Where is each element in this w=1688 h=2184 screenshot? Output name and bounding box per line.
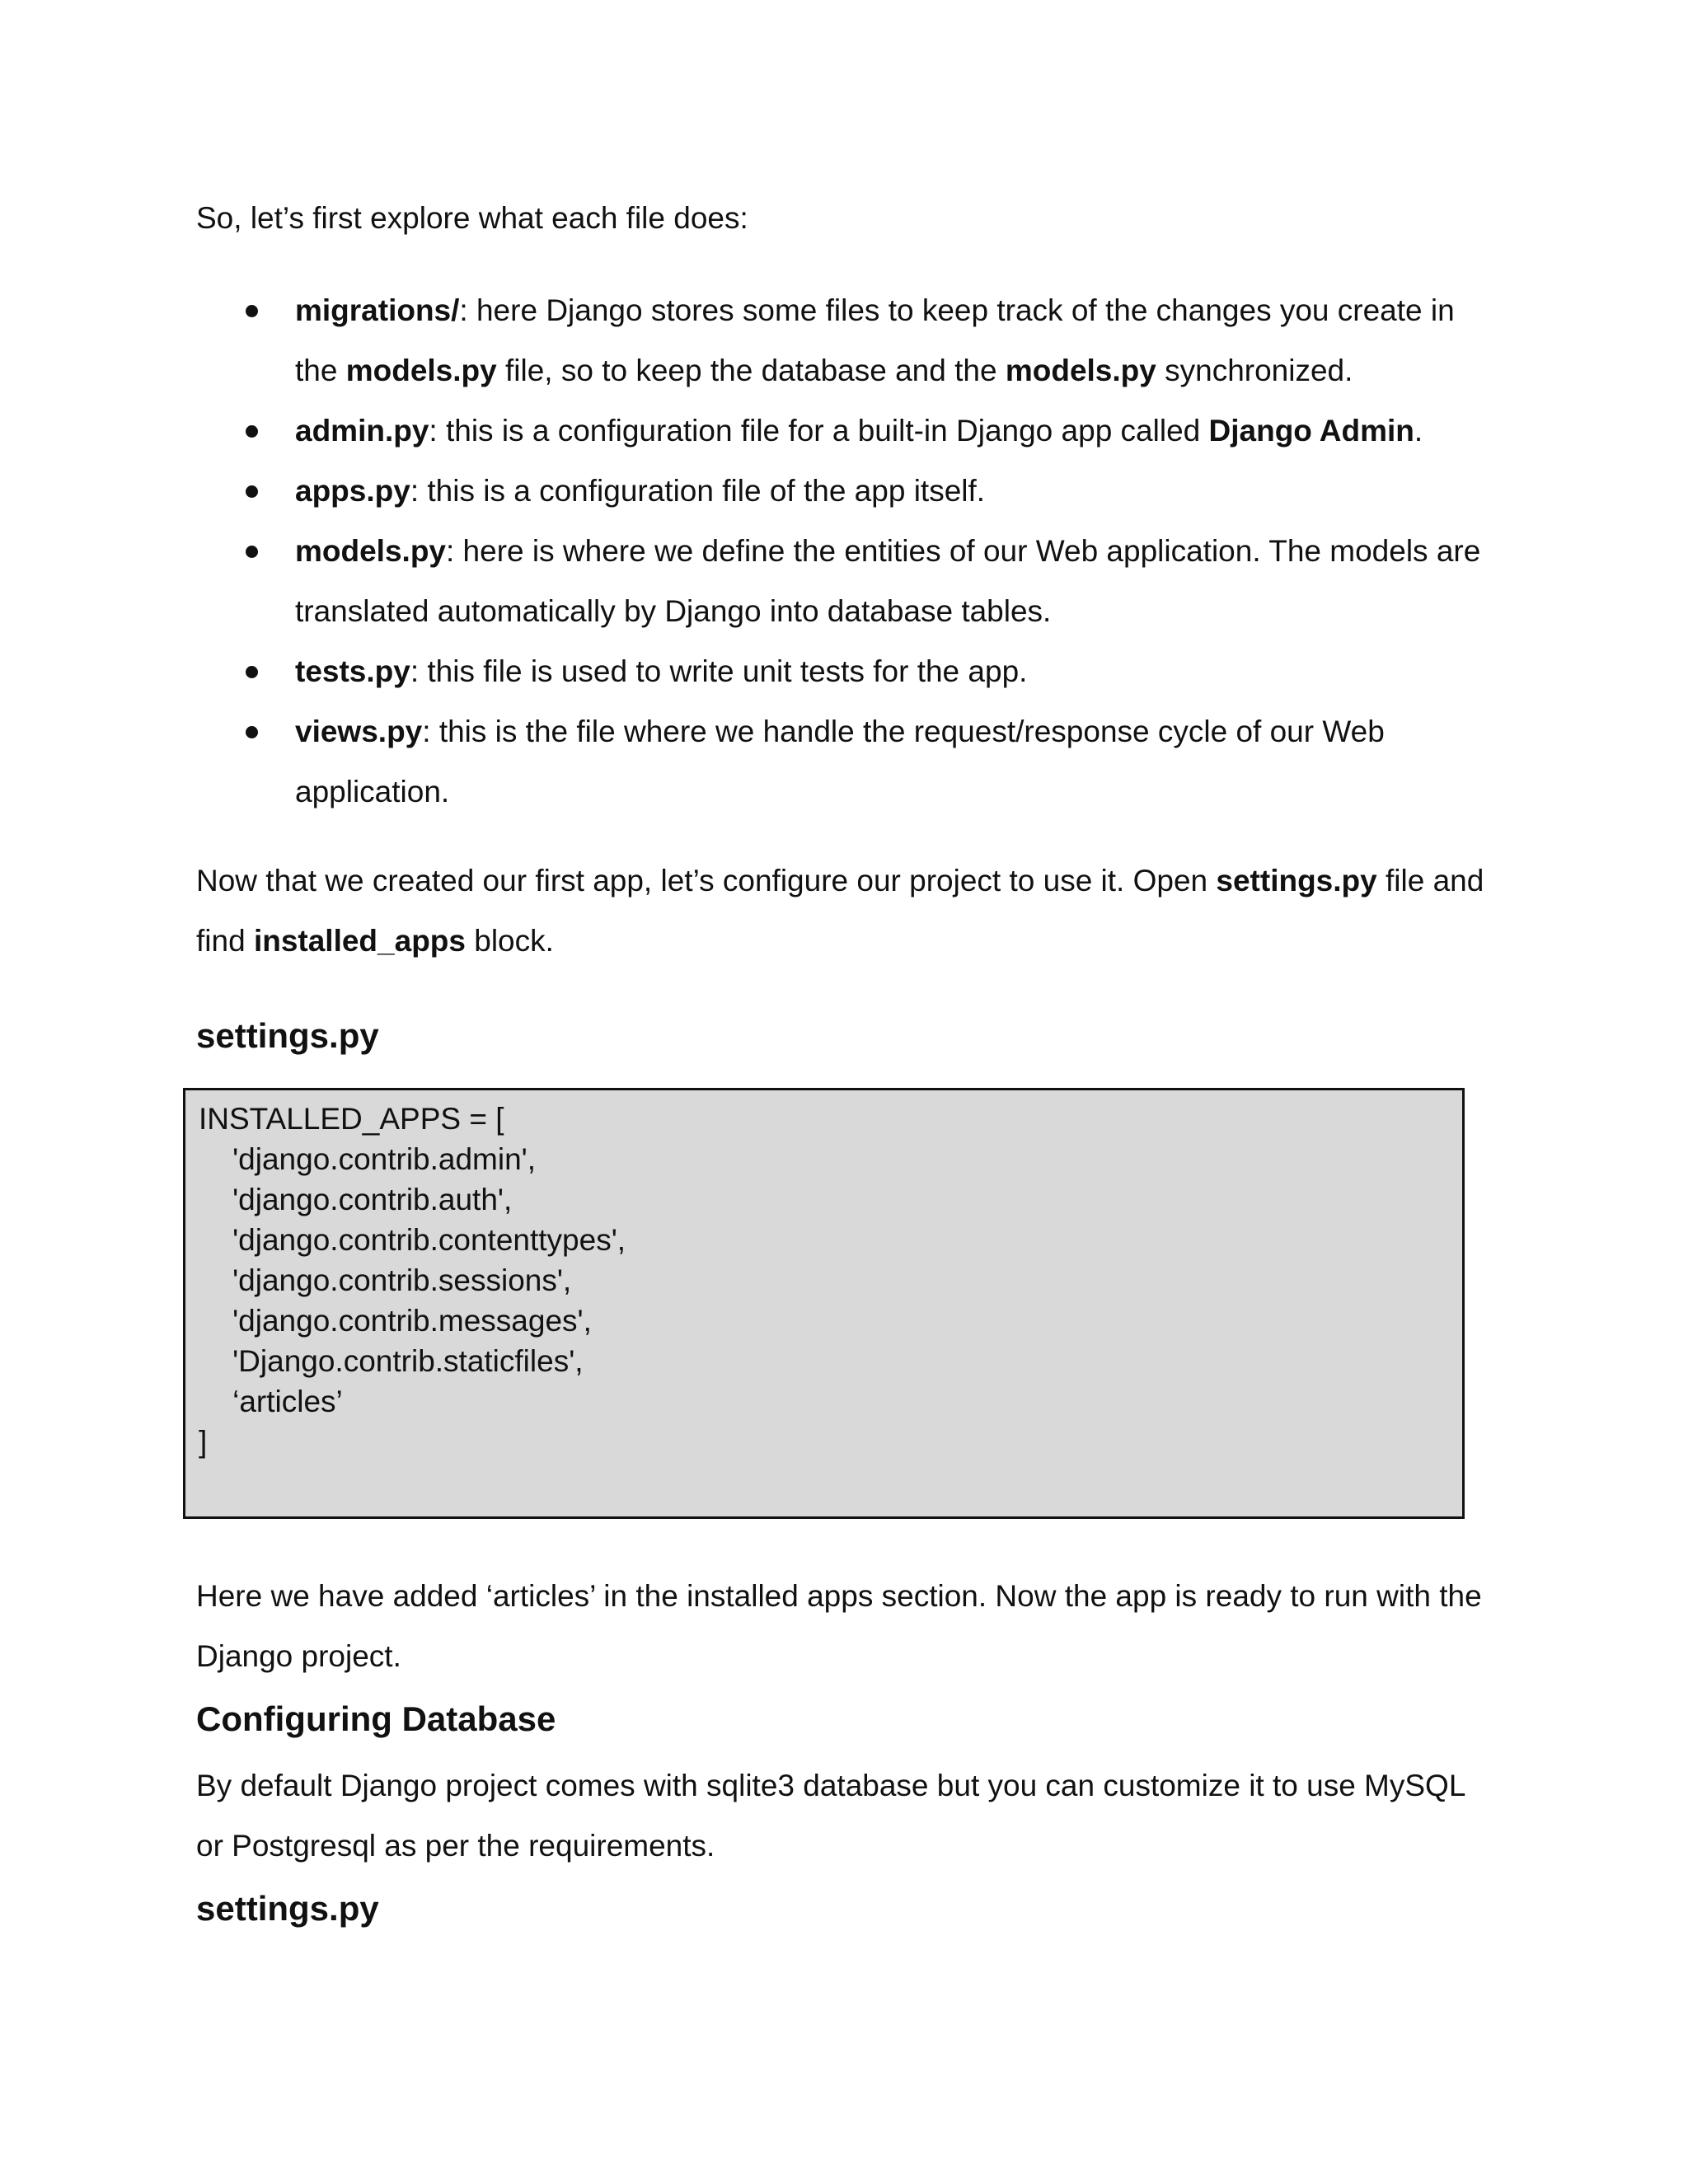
code-line: INSTALLED_APPS = [ (199, 1102, 504, 1136)
list-item (196, 280, 1507, 401)
code-line: 'django.contrib.auth', (199, 1183, 513, 1216)
bullet-icon (246, 305, 258, 317)
text-run: synchronized. (1156, 354, 1353, 387)
file-description-list (196, 280, 1507, 822)
code-line: 'django.contrib.contenttypes', (199, 1223, 626, 1257)
code-line: 'django.contrib.admin', (199, 1142, 537, 1176)
settings-heading-2: settings.py (196, 1889, 379, 1928)
bold-term: tests.py (295, 654, 410, 688)
bold-term: settings.py (1216, 864, 1377, 898)
database-line-2: or Postgresql as per the requirements. (196, 1829, 715, 1863)
text-run: : this is the file where we handle the request/response cycle of our Web (422, 715, 1385, 748)
bold-term: installed_apps (253, 924, 466, 958)
text-run: . (1414, 414, 1423, 448)
text-run: translated automatically by Django into database tables. (295, 594, 1052, 628)
list-item (196, 641, 1507, 701)
database-line-1: By default Django project comes with sqlite3 database but you can customize it to use MySQL (196, 1769, 1466, 1802)
text-run: file, so to keep the database and the (496, 354, 1006, 387)
text-run: : here is where we define the entities of our Web application. The models are (446, 534, 1481, 568)
bullet-icon (246, 485, 258, 498)
text-run: : here Django stores some files to keep track of the changes you create in (459, 293, 1455, 327)
list-item (196, 521, 1507, 641)
code-line: ] (199, 1425, 208, 1459)
bullet-icon (246, 546, 258, 558)
text-run: : this file is used to write unit tests for the app. (410, 654, 1028, 688)
bold-term: apps.py (295, 474, 410, 508)
text-run: find (196, 924, 254, 958)
intro-paragraph: So, let’s first explore what each file does: (196, 201, 748, 235)
database-paragraph (196, 1755, 1498, 1876)
text-run: the (295, 354, 346, 387)
text-run: application. (295, 775, 450, 808)
code-line: 'django.contrib.messages', (199, 1304, 592, 1338)
list-item (196, 701, 1507, 822)
text-run: Now that we created our first app, let’s configure our project to use it. Open (196, 864, 1217, 898)
bold-term: views.py (295, 715, 423, 748)
text-run: : this is a configuration file for a built-in Django app called (429, 414, 1209, 448)
text-run: : this is a configuration file of the app itself. (410, 474, 986, 508)
bold-term: models.py (295, 534, 446, 568)
text-run: block. (465, 924, 554, 958)
code-line: 'django.contrib.sessions', (199, 1263, 572, 1297)
bold-term: models.py (1005, 354, 1156, 387)
settings-heading: settings.py (196, 1016, 379, 1055)
bullet-icon (246, 726, 258, 738)
text-run: file and (1376, 864, 1484, 898)
configuring-database-heading: Configuring Database (196, 1699, 556, 1738)
code-line: 'Django.contrib.staticfiles', (199, 1344, 584, 1378)
bold-term: admin.py (295, 414, 429, 448)
after-code-line-2: Django project. (196, 1639, 401, 1673)
list-item (196, 461, 1507, 521)
code-line: ‘articles’ (199, 1385, 343, 1418)
list-item (196, 401, 1507, 461)
bold-term: migrations/ (295, 293, 460, 327)
bullet-icon (246, 666, 258, 678)
code-block (183, 1088, 1465, 1519)
bold-term: models.py (345, 354, 497, 387)
bullet-icon (246, 425, 258, 438)
after-code-paragraph (196, 1566, 1498, 1686)
configure-paragraph (196, 851, 1498, 971)
after-code-line-1: Here we have added ‘articles’ in the installed apps section. Now the app is ready to run with the (196, 1579, 1482, 1613)
bold-term: Django Admin (1208, 414, 1414, 448)
